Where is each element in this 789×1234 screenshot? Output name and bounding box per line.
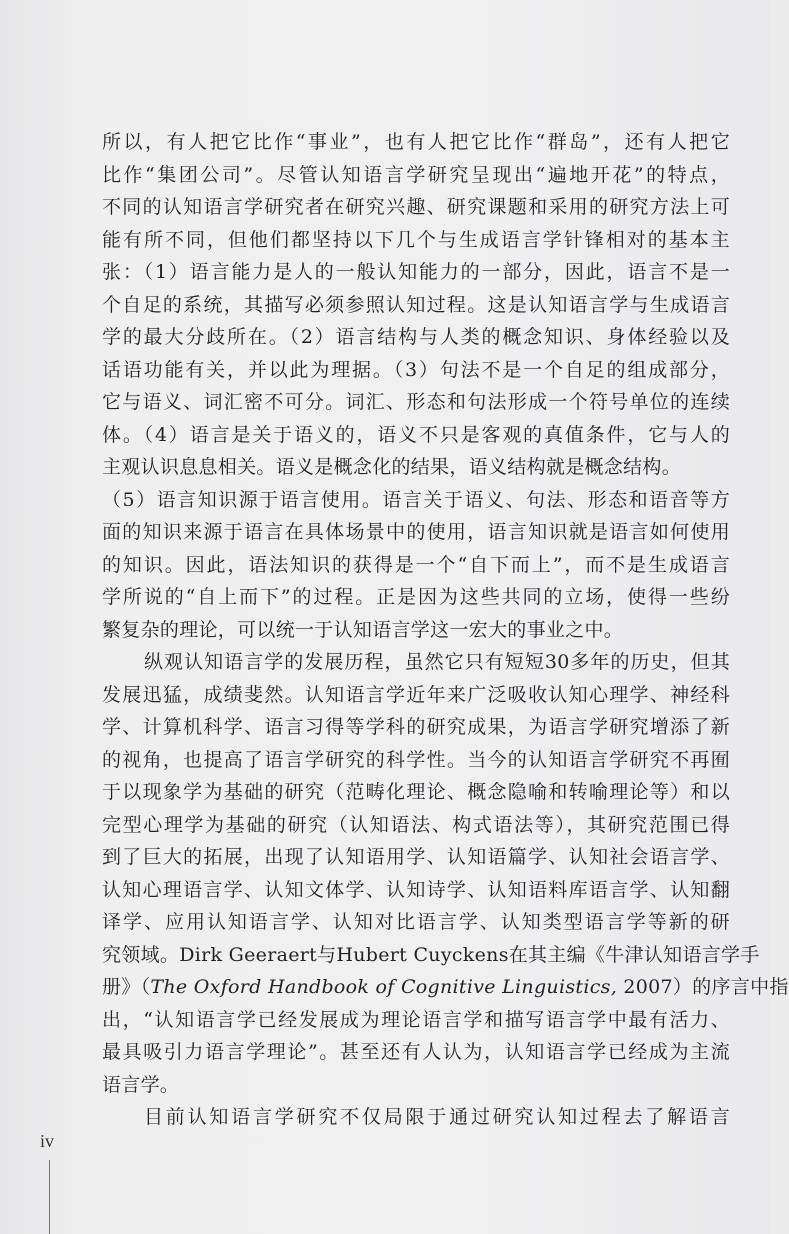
text-line: 出，“认知语言学已经发展成为理论语言学和描写语言学中最有活力、 <box>102 1008 730 1031</box>
text-line: 发展迅猛，成绩斐然。认知语言学近年来广泛吸收认知心理学、神经科 <box>102 683 730 706</box>
book-title: The Oxford Handbook of Cognitive Linguistics, <box>150 976 618 998</box>
text-line: 比作“集团公司”。尽管认知语言学研究呈现出“遍地开花”的特点， <box>102 163 730 186</box>
margin-rule <box>49 1160 50 1234</box>
text-line: 到了巨大的拓展，出现了认知语用学、认知语篇学、认知社会语言学、 <box>102 846 730 868</box>
text-line: （5）语言知识源于语言使用。语言关于语义、句法、形态和语音等方 <box>102 488 730 511</box>
paragraph-end-line: 繁复杂的理论，可以统一于认知语言学这一宏大的事业之中。 <box>102 618 624 641</box>
book-title-suffix: 2007）的序言中指 <box>617 976 789 998</box>
page-number: iv <box>40 1131 55 1151</box>
paragraph-start-line: 目前认知语言学研究不仅局限于通过研究认知过程去了解语言 <box>144 1106 730 1128</box>
text-line: 个自足的系统，其描写必须参照认知过程。这是认知语言学与生成语言 <box>102 293 730 316</box>
text-line: 的知识。因此，语法知识的获得是一个“自下而上”，而不是生成语言 <box>102 553 730 576</box>
text-line: 学、计算机科学、语言习得等学科的研究成果，为语言学研究增添了新 <box>102 716 730 738</box>
text-line: 它与语义、词汇密不可分。词汇、形态和句法形成一个符号单位的连续 <box>102 391 730 413</box>
text-line: 学的最大分歧所在。（2）语言结构与人类的概念知识、身体经验以及 <box>102 326 730 348</box>
text-line: 于以现象学为基础的研究（范畴化理论、概念隐喻和转喻理论等）和以 <box>102 781 730 803</box>
text-line: 完型心理学为基础的研究（认知语法、构式语法等），其研究范围已得 <box>102 813 730 836</box>
paragraph-end-line: 语言学。 <box>102 1073 180 1096</box>
text-line: 最具吸引力语言学理论”。甚至还有人认为，认知语言学已经成为主流 <box>102 1041 730 1063</box>
paragraph-start-line: 纵观认知语言学的发展历程，虽然它只有短短30多年的历史，但其 <box>144 651 730 673</box>
text-line: 学所说的“自上而下”的过程。正是因为这些共同的立场，使得一些纷 <box>102 586 730 608</box>
text-line: 究领域。Dirk Geeraert与Hubert Cuyckens在其主编《牛津认知语言学手 <box>102 943 760 966</box>
text-line-with-book-title <box>102 971 789 1004</box>
text-line: 话语功能有关，并以此为理据。（3）句法不是一个自足的组成部分， <box>102 358 730 381</box>
text-line: 的视角，也提高了语言学研究的科学性。当今的认知语言学研究不再囿 <box>102 748 730 771</box>
text-line: 主观认识息息相关。语义是概念化的结果，语义结构就是概念结构。 <box>102 456 682 478</box>
text-line: 体。（4）语言是关于语义的，语义不只是客观的真值条件，它与人的 <box>102 423 730 446</box>
text-line: 所以，有人把它比作“事业”，也有人把它比作“群岛”，还有人把它 <box>102 131 730 153</box>
text-line: 译学、应用认知语言学、认知对比语言学、认知类型语言学等新的研 <box>102 911 730 933</box>
text-line: 不同的认知语言学研究者在研究兴趣、研究课题和采用的研究方法上可 <box>102 196 730 218</box>
book-title-prefix: 册》（ <box>102 976 151 998</box>
text-line: 认知心理语言学、认知文体学、认知诗学、认知语料库语言学、认知翻 <box>102 878 730 901</box>
body-text <box>102 126 789 1134</box>
text-line: 面的知识来源于语言在具体场景中的使用，语言知识就是语言如何使用 <box>102 521 730 543</box>
text-line: 张：（1）语言能力是人的一般认知能力的一部分，因此，语言不是一 <box>102 261 730 283</box>
text-line: 能有所不同，但他们都坚持以下几个与生成语言学针锋相对的基本主 <box>102 228 730 251</box>
